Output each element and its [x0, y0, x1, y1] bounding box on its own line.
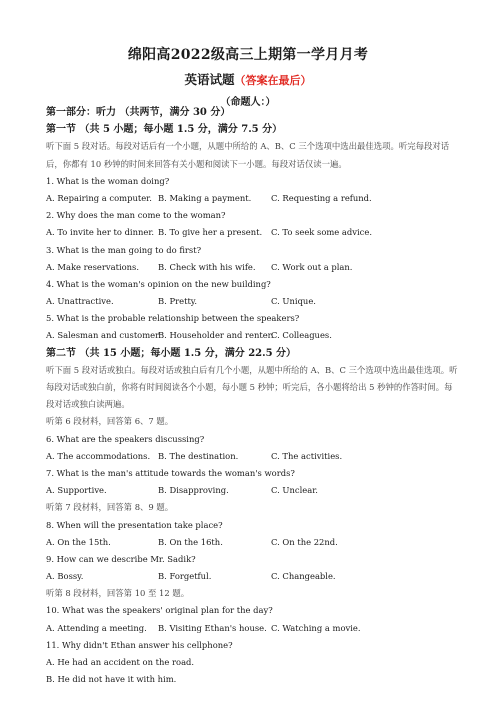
- option-a: A. Salesman and customer.: [46, 330, 161, 341]
- option-b: B. Check with his wife.: [158, 261, 256, 272]
- question-text: 4. What is the woman's opinion on the new building?: [46, 278, 271, 289]
- option-a: A. Supportive.: [46, 485, 107, 496]
- question-text: 5. What is the probable relationship between the speakers?: [46, 313, 300, 324]
- question-text: 6. What are the speakers discussing?: [46, 433, 205, 444]
- section-heading: 第一节 （共 5 小题；每小题 1.5 分，满分 7.5 分）: [46, 124, 283, 136]
- option-c: C. Requesting a refund.: [271, 192, 372, 203]
- question-text: 11. Why didn't Ethan answer his cellphone?: [46, 639, 233, 650]
- part-heading: 第一部分：听力 （共两节，满分 30 分）: [46, 107, 231, 118]
- option-b: B. Householder and renter.: [158, 330, 274, 341]
- option-a: A. Repairing a computer.: [46, 192, 152, 203]
- option-c: C. Work out a plan.: [271, 261, 353, 272]
- question-text: 10. What was the speakers' original plan for the day?: [46, 605, 273, 616]
- option-b: B. Pretty.: [158, 296, 198, 307]
- exam-subtitle: [0, 70, 496, 88]
- section-heading: 第二节 （共 15 小题；每小题 1.5 分，满分 22.5 分）: [46, 347, 297, 359]
- option-b: B. To give her a present.: [158, 227, 263, 238]
- option-b: B. The destination.: [158, 450, 239, 461]
- author-line: （命题人：）: [220, 97, 276, 108]
- option-b: B. He did not have it with him.: [46, 674, 177, 685]
- material-note: 听第 8 段材料，回答第 10 至 12 题。: [46, 588, 190, 599]
- question-options: [46, 190, 460, 207]
- option-a: A. Bossy.: [46, 571, 84, 582]
- option-b: B. Making a payment.: [158, 192, 252, 203]
- option-c: C. The activities.: [271, 450, 343, 461]
- option-b: B. Visiting Ethan's house.: [158, 622, 267, 633]
- option-a: A. Make reservations.: [46, 261, 140, 272]
- question-options: [46, 568, 460, 585]
- question-text: 7. What is the man's attitude towards the woman's words?: [46, 467, 295, 478]
- question-text: 8. When will the presentation take place?: [46, 519, 223, 530]
- question-text: 9. How can we describe Mr. Sadik?: [46, 553, 196, 564]
- subject-title: 英语试题: [184, 72, 235, 87]
- option-a: A. Attending a meeting.: [46, 622, 147, 633]
- option-c: C. To seek some advice.: [271, 227, 372, 238]
- question-options: [46, 259, 460, 276]
- option-a: A. On the 15th.: [46, 536, 111, 547]
- option-c: C. On the 22nd.: [271, 536, 338, 547]
- option-a: A. He had an accident on the road.: [46, 657, 195, 668]
- option-a: A. To invite her to dinner.: [46, 227, 155, 238]
- option-a: A. Unattractive.: [46, 296, 114, 307]
- section-instructions: 听下面 5 段对话或独白。每段对话或独白后有几个小题，从题中所给的 A、B、C 三个选项中选出最佳选项。听每段对话或独白前，你将有时间阅读各个小题，每小题 5 秒钟；听完后，各小题将给出 5 秒钟的作答时间。每段对话或独白读两遍。: [46, 364, 458, 410]
- option-b: B. On the 16th.: [158, 536, 223, 547]
- question-options: [46, 224, 460, 241]
- question-options: [46, 620, 460, 637]
- option-c: C. Colleagues.: [271, 330, 332, 341]
- question-options: [46, 327, 460, 344]
- question-options: [46, 482, 460, 499]
- option-a: A. The accommodations.: [46, 450, 151, 461]
- exam-title: 绵阳高2022级高三上期第一学月月考: [127, 47, 369, 63]
- material-note: 听第 7 段材料，回答第 8、9 题。: [46, 502, 174, 513]
- question-text: 2. Why does the man come to the woman?: [46, 210, 226, 221]
- option-c: C. Watching a movie.: [271, 622, 361, 633]
- option-c: C. Unique.: [271, 296, 316, 307]
- option-c: C. Unclear.: [271, 485, 318, 496]
- exam-body: [46, 104, 460, 688]
- option-b: B. Forgetful.: [158, 571, 212, 582]
- question-text: 1. What is the woman doing?: [46, 175, 170, 186]
- question-text: 3. What is the man going to do first?: [46, 244, 202, 255]
- question-options: [46, 534, 460, 551]
- material-note: 听第 6 段材料，回答第 6、7 题。: [46, 416, 174, 427]
- question-options: [46, 293, 460, 310]
- option-b: B. Disapproving.: [158, 485, 229, 496]
- option-c: C. Changeable.: [271, 571, 336, 582]
- answer-note: （答案在最后）: [234, 74, 312, 87]
- section-instructions: 听下面 5 段对话。每段对话后有一个小题，从题中所给的 A、B、C 三个选项中选出最佳选项。听完每段对话后，你都有 10 秒钟的时间来回答有关小题和阅读下一小题。每段对话仅读一遍。: [46, 141, 450, 169]
- question-options: [46, 448, 460, 465]
